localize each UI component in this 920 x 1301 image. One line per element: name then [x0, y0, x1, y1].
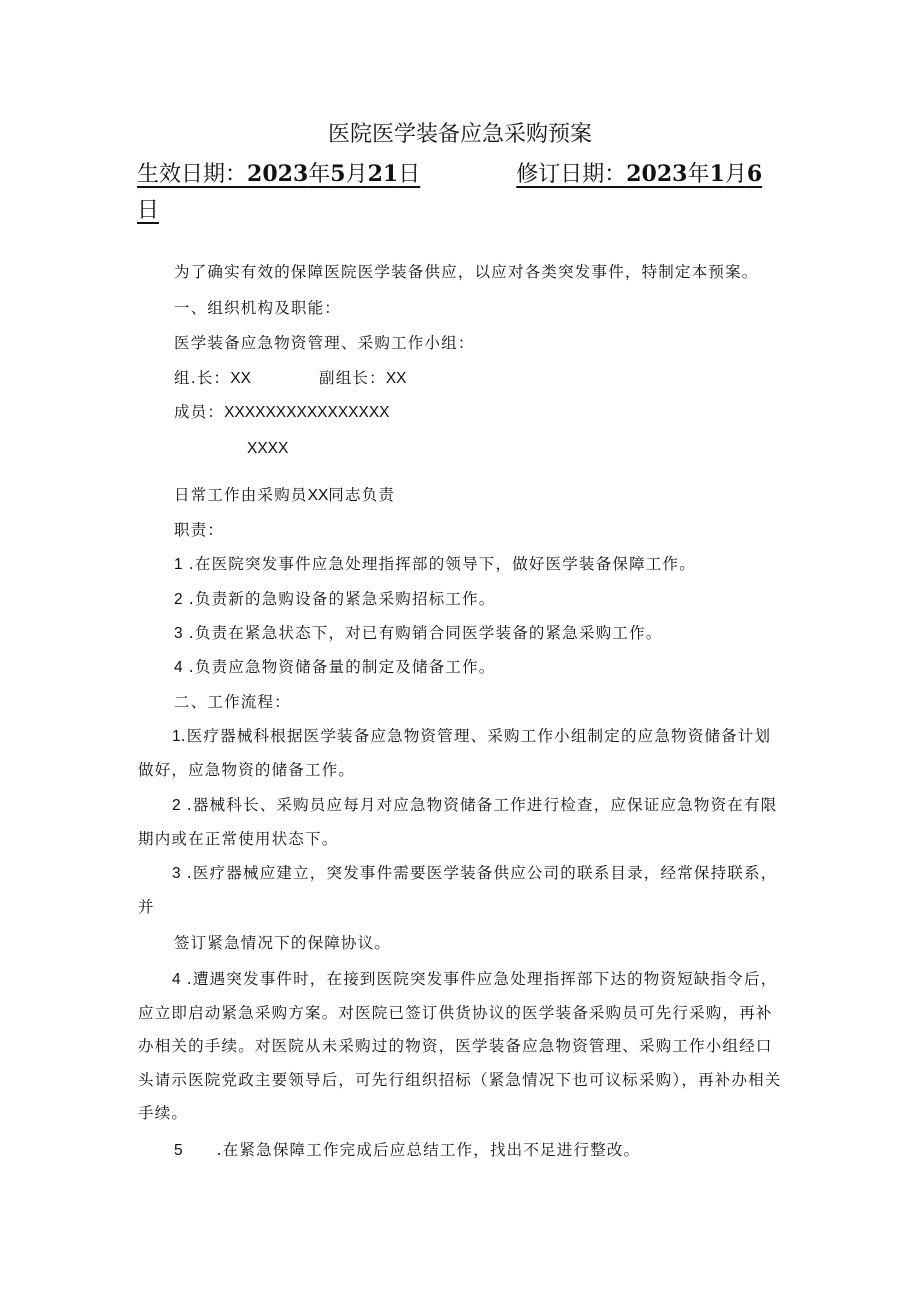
daily-prefix: 日常工作由采购员: [174, 486, 308, 504]
step-num: 5: [174, 1142, 183, 1159]
duty-text: .负责在紧急状态下，对已有购销合同医学装备的紧急采购工作。: [188, 624, 663, 642]
step-2-paragraph: [138, 789, 786, 856]
leader-label: 组.长：: [174, 369, 231, 387]
duty-text: .在医院突发事件应急处理指挥部的领导下，做好医学装备保障工作。: [188, 555, 696, 573]
daily-name: XX: [307, 487, 329, 504]
duty-item-3: [174, 621, 663, 646]
leader-value: XX: [230, 370, 251, 387]
step-text: .遭遇突发事件时，在接到医院突发事件应急处理指挥部下达的物资短缺指令后，应立即启动紧急采购方案。对医院已签订供货协议的医学装备采购员可先行采购，再补办相关的手续。对医院从未采购过的物资，医学装备应急物资管理、采购工作小组经口头请示医院党政主要领导后，可先行组织招标（紧急情况下也可议标采购），再补办相关手续。: [138, 970, 782, 1122]
duty-heading: 职责：: [174, 521, 225, 539]
step-num: 4: [172, 971, 181, 988]
step-text: .医疗器械应建立，突发事件需要医学装备供应公司的联系目录，经常保持联系，并: [138, 864, 778, 916]
year-char-2: 年: [687, 162, 710, 187]
step-num: 2: [172, 797, 181, 814]
deputy-label: 副组长：: [319, 369, 386, 387]
group-name: 医学装备应急物资管理、采购工作小组：: [174, 334, 475, 352]
document-title: 医院医学装备应急采购预案: [327, 122, 592, 147]
effective-date-month: 5: [330, 161, 346, 187]
deputy-line: [319, 366, 407, 391]
step-5-paragraph: [174, 1138, 640, 1163]
section2-heading: 二、工作流程：: [174, 693, 291, 711]
day-char-2: 日: [137, 198, 160, 223]
duty-num: 3: [174, 625, 183, 642]
members-value-2: XXXX: [247, 440, 289, 457]
duty-item-2: [174, 587, 496, 612]
date-line: [137, 156, 787, 229]
step-3-paragraph: [138, 857, 786, 924]
month-char-2: 月: [724, 162, 747, 187]
step-text: .医疗器械科根据医学装备应急物资管理、采购工作小组制定的应急物资储备计划做好，应急物资的储备工作。: [138, 727, 772, 779]
daily-work-line: [174, 483, 395, 508]
duty-text: .负责新的急购设备的紧急采购招标工作。: [188, 590, 496, 608]
leader-line: [174, 366, 251, 391]
duty-text: .负责应急物资储备量的制定及储备工作。: [188, 658, 496, 676]
revised-date-day: 6: [746, 161, 763, 187]
step-num: 1: [172, 728, 181, 745]
month-char: 月: [345, 162, 368, 187]
day-char: 日: [398, 162, 421, 187]
duty-num: 2: [174, 591, 183, 608]
effective-date-label: 生效日期：: [137, 162, 248, 187]
step-num: 3: [172, 865, 181, 882]
duty-item-1: [174, 552, 696, 577]
daily-suffix: 同志负责: [328, 486, 396, 504]
effective-date-year: 2023: [247, 161, 309, 187]
revised-date-year: 2023: [626, 161, 688, 187]
members-line: [174, 400, 390, 425]
step-1-paragraph: [138, 720, 786, 787]
deputy-value: XX: [385, 370, 407, 387]
duty-num: 4: [174, 659, 183, 676]
step-4-paragraph: [138, 963, 786, 1131]
step-3-continuation: 签订紧急情况下的保障协议。: [174, 934, 392, 952]
duty-item-4: [174, 655, 496, 680]
revised-date-label: 修订日期：: [516, 162, 627, 187]
members-value-1: XXXXXXXXXXXXXXXX: [224, 404, 390, 421]
step-text: .器械科长、采购员应每月对应急物资储备工作进行检查，应保证应急物资在有限期内或在正常使用状态下。: [138, 796, 778, 848]
members-label: 成员：: [174, 403, 225, 421]
effective-date-day: 21: [367, 161, 399, 187]
section1-heading: 一、组织机构及职能：: [174, 299, 342, 317]
revised-date-month: 1: [709, 161, 725, 187]
duty-num: 1: [174, 556, 183, 573]
step-text: .在紧急保障工作完成后应总结工作，找出不足进行整改。: [216, 1141, 641, 1159]
year-char: 年: [308, 162, 331, 187]
intro-paragraph: 为了确实有效的保障医院医学装备供应，以应对各类突发事件，特制定本预案。: [174, 263, 759, 281]
